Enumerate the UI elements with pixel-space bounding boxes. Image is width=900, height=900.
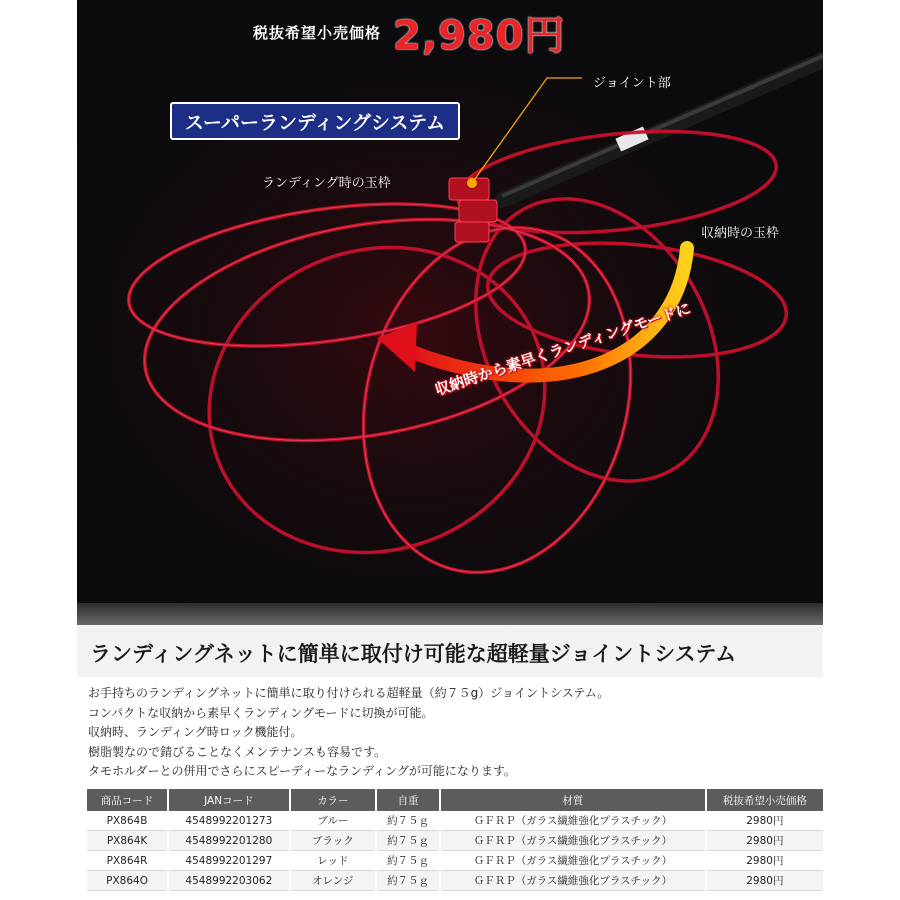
cell-weight: 約７５ｇ <box>376 871 440 891</box>
table-row <box>87 811 823 831</box>
headline: ランディングネットに簡単に取付け可能な超軽量ジョイントシステム <box>90 642 737 666</box>
product-hero-image <box>77 0 823 603</box>
description-line: タモホルダーとの併用でさらにスピーディーなランディングが可能になります。 <box>88 764 516 778</box>
cell-price: 2980円 <box>706 831 823 851</box>
description-line: 収納時、ランディング時ロック機能付。 <box>88 725 303 739</box>
header-price: 税抜希望小売価格 <box>706 789 823 811</box>
cell-price: 2980円 <box>706 871 823 891</box>
cell-material: ＧＦＲＰ（ガラス繊維強化プラスチック） <box>440 871 706 891</box>
description-line: お手持ちのランディングネットに簡単に取り付けられる超軽量（約７５g）ジョイントシステム。 <box>88 686 610 700</box>
description-line: コンパクトな収納から素早くランディングモードに切換が可能。 <box>88 705 434 720</box>
price-banner <box>253 4 566 61</box>
cell-color: レッド <box>290 851 376 871</box>
header-jan-code: JANコード <box>168 789 290 811</box>
callout-joint: ジョイント部 <box>593 76 671 91</box>
description <box>88 684 818 782</box>
cell-color: オレンジ <box>290 871 376 891</box>
header-material: 材質 <box>440 789 706 811</box>
cell-weight: 約７５ｇ <box>376 851 440 871</box>
spec-table-header <box>87 789 823 811</box>
table-row <box>87 851 823 871</box>
callout-landing-frame: ランディング時の玉枠 <box>262 176 391 191</box>
description-line: 樹脂製なので錆びることなくメンテナンスも容易です。 <box>88 744 387 759</box>
header-color: カラー <box>290 789 376 811</box>
header-weight: 自重 <box>376 789 440 811</box>
cell-price: 2980円 <box>706 811 823 831</box>
spec-table <box>87 789 823 891</box>
headline-box <box>77 625 823 677</box>
system-title-badge: スーパーランディングシステム <box>170 102 460 140</box>
price-label: 税抜希望小売価格 <box>253 24 382 42</box>
landing-net-illustration <box>77 0 823 603</box>
table-row <box>87 831 823 851</box>
cell-product-code: PX864R <box>87 851 168 871</box>
cell-jan-code: 4548992201273 <box>168 811 290 831</box>
arc-caption: 収納時から素早くランディングモードに <box>432 299 693 400</box>
cell-price: 2980円 <box>706 851 823 871</box>
header-product-code: 商品コード <box>87 789 168 811</box>
cell-material: ＧＦＲＰ（ガラス繊維強化プラスチック） <box>440 811 706 831</box>
cell-product-code: PX864O <box>87 871 168 891</box>
cell-color: ブルー <box>290 811 376 831</box>
table-row <box>87 871 823 891</box>
price-value: 2,980円 <box>393 13 566 59</box>
callout-stored-frame: 収納時の玉枠 <box>701 226 780 241</box>
section-divider <box>77 603 823 625</box>
cell-weight: 約７５ｇ <box>376 831 440 851</box>
cell-material: ＧＦＲＰ（ガラス繊維強化プラスチック） <box>440 851 706 871</box>
cell-product-code: PX864K <box>87 831 168 851</box>
cell-product-code: PX864B <box>87 811 168 831</box>
cell-weight: 約７５ｇ <box>376 811 440 831</box>
cell-jan-code: 4548992201297 <box>168 851 290 871</box>
cell-jan-code: 4548992203062 <box>168 871 290 891</box>
cell-jan-code: 4548992201280 <box>168 831 290 851</box>
cell-color: ブラック <box>290 831 376 851</box>
cell-material: ＧＦＲＰ（ガラス繊維強化プラスチック） <box>440 831 706 851</box>
